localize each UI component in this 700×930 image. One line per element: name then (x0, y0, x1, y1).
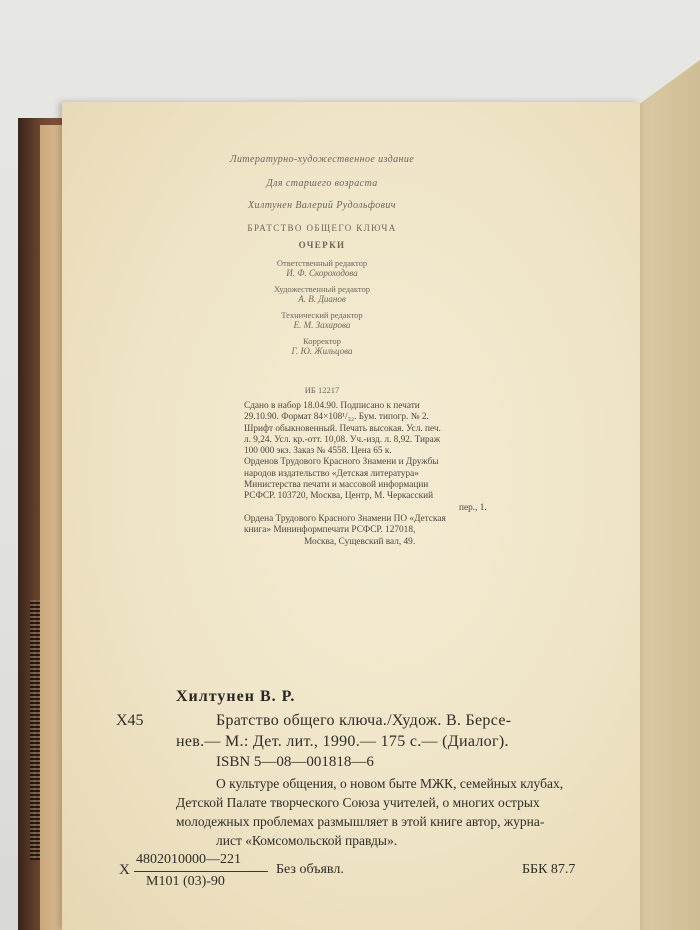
imprint-line: 100 000 экз. Заказ № 4558. Цена 65 к. (244, 446, 392, 457)
credit-role: Корректор (303, 336, 341, 346)
imprint-line: РСФСР. 103720, Москва, Центр, М. Черкасский (244, 491, 434, 502)
bbk-index: ББК 87.7 (522, 862, 576, 877)
imprint-line: Шрифт обыкновенный. Печать высокая. Усл. печ. (244, 423, 441, 434)
no-announce: Без объявл. (276, 862, 344, 877)
imprint-line: Москва, Сущевский вал, 49. (304, 536, 416, 547)
imprint-line: народов издательство «Детская литература» (244, 468, 419, 479)
credit-name: Е. М. Захарова (293, 320, 351, 330)
book-title: БРАТСТВО ОБЩЕГО КЛЮЧА (247, 223, 397, 233)
catalog-annotation: Детской Палате творческого Союза учителей, о многих острых (176, 795, 540, 810)
colophon-page (62, 102, 640, 930)
age-group: Для старшего возраста (266, 178, 378, 189)
catalog-annotation: О культуре общения, о новом быте МЖК, семейных клубах, (216, 776, 564, 791)
credit-role: Технический редактор (281, 310, 363, 320)
credit-role: Художественный редактор (273, 284, 371, 294)
catalog-line: нев.— М.: Дет. лит., 1990.— 175 с.— (Диалог). (176, 733, 509, 750)
credit-name: И. Ф. Скороходова (286, 268, 358, 278)
formula-prefix: Х (119, 862, 130, 878)
credit-name: А. В. Дианов (298, 294, 346, 304)
imprint-line: пер., 1. (459, 502, 487, 513)
formula-bottom: М101 (03)-90 (146, 874, 225, 889)
imprint-block (244, 401, 487, 548)
imprint-line: л. 9,24. Усл. кр.-отт. 10,08. Уч.-изд. л. 8,92. Тираж (244, 434, 441, 445)
imprint-line: Министерства печати и массовой информации (244, 480, 429, 491)
imprint-line: книга» Мининформпечати РСФСР. 127018, (244, 525, 416, 536)
catalog-annotation: лист «Комсомольской правды». (216, 833, 398, 848)
edition-type: Литературно-художественное издание (229, 154, 415, 165)
catalog-isbn: ISBN 5—08—001818—6 (216, 754, 374, 770)
fraction-line (134, 871, 268, 872)
author-full-name: Хилтунен Валерий Рудольфович (248, 200, 396, 211)
formula-top: 4802010000—221 (136, 852, 241, 867)
catalog-code: Х45 (116, 712, 144, 729)
credit-role: Ответственный редактор (276, 258, 368, 268)
imprint-line: 29.10.90. Формат 84×108¹/₃₂. Бум. типогр. № 2. (244, 412, 429, 423)
imprint-line: Ордена Трудового Красного Знамени ПО «Детская (244, 513, 446, 524)
book-genre: ОЧЕРКИ (298, 240, 346, 250)
catalog-line: Братство общего ключа./Худож. В. Берсе- (216, 712, 512, 729)
imprint-line: Сдано в набор 18.04.90. Подписано к печати (244, 401, 420, 411)
credit-name: Г. Ю. Жильцова (291, 346, 353, 356)
catalog-annotation: молодежных проблемах размышляет в этой книге автор, журна- (176, 814, 545, 829)
catalog-author: Хилтунен В. Р. (176, 688, 296, 705)
ib-number: ИБ 12217 (304, 385, 340, 395)
imprint-line: Орденов Трудового Красного Знамени и Дружбы (244, 457, 439, 468)
